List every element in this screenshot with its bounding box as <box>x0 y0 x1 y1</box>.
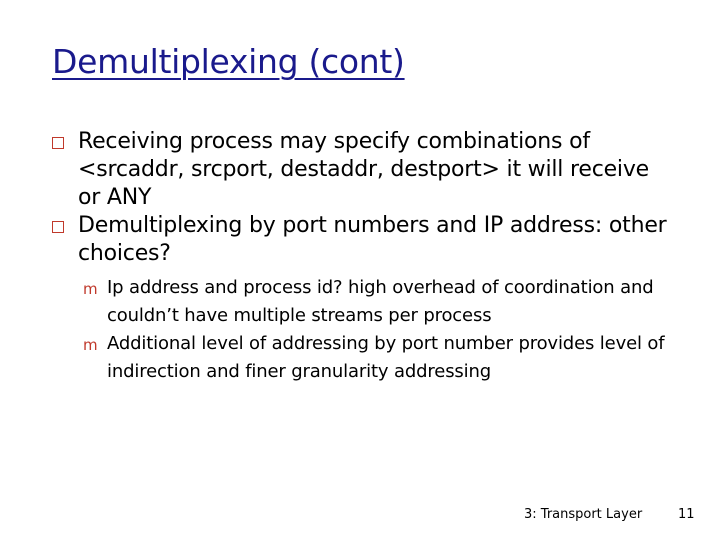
bullet-text: Receiving process may specify combinations of <srcaddr, srcport, destaddr, destport> it will receive or ANY <box>78 129 649 210</box>
sub-bullet-text: Ip address and process id? high overhead of coordination and couldn’t have multiple streams per process <box>107 277 654 326</box>
square-bullet-icon <box>52 137 64 149</box>
sub-bullet-item <box>80 330 672 386</box>
sub-bullet-item <box>80 274 672 330</box>
bullet-item <box>52 128 672 212</box>
m-bullet-icon: m <box>83 280 98 298</box>
bullet-list <box>52 128 672 386</box>
sub-bullet-text: Additional level of addressing by port number provides level of indirection and finer granularity addressing <box>107 333 665 382</box>
footer-label: 3: Transport Layer <box>524 507 643 522</box>
square-bullet-icon <box>52 221 64 233</box>
sub-bullet-list <box>80 274 672 386</box>
bullet-text: Demultiplexing by port numbers and IP address: other choices? <box>78 213 667 266</box>
m-bullet-icon: m <box>83 336 98 354</box>
slide-title: Demultiplexing (cont) <box>52 42 405 81</box>
page-number: 11 <box>678 507 695 522</box>
bullet-item <box>52 212 672 268</box>
